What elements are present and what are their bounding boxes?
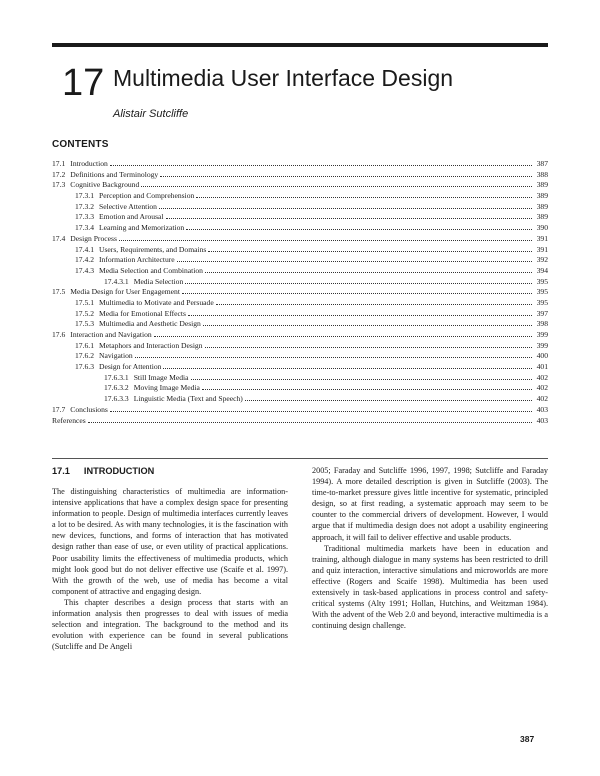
toc-entry-title: Selective Attention xyxy=(98,201,157,211)
toc-entry xyxy=(52,170,548,181)
toc-entry-number: 17.3.3 xyxy=(75,212,94,222)
toc-entry xyxy=(52,405,548,416)
toc-entry-number: 17.4 xyxy=(52,233,66,243)
chapter-author: Alistair Sutcliffe xyxy=(113,108,189,120)
toc-entry xyxy=(52,383,548,394)
toc-dot-leader xyxy=(216,303,532,305)
toc-entry-page: 400 xyxy=(536,351,548,361)
toc-entry xyxy=(52,394,548,405)
toc-entry-title: Linguistic Media (Text and Speech) xyxy=(133,394,243,404)
body-column-right xyxy=(312,465,548,631)
toc-entry-number: 17.5.2 xyxy=(75,308,94,318)
toc-entry-title: Users, Requirements, and Domains xyxy=(98,244,207,254)
chapter-number: 17 xyxy=(62,62,105,104)
toc-entry-title: Still Image Media xyxy=(133,372,189,382)
toc-entry xyxy=(52,266,548,277)
toc-dot-leader xyxy=(166,217,532,219)
toc-entry xyxy=(52,362,548,373)
toc-entry-number: 17.3.1 xyxy=(75,191,94,201)
toc-dot-leader xyxy=(191,378,532,380)
toc-entry-page: 399 xyxy=(536,340,548,350)
toc-dot-leader xyxy=(110,164,532,166)
toc-entry-page: 391 xyxy=(536,244,548,254)
toc-entry-page: 394 xyxy=(536,265,548,275)
toc-entry-page: 389 xyxy=(536,212,548,222)
toc-entry-page: 390 xyxy=(536,223,548,233)
toc-dot-leader xyxy=(182,292,532,294)
toc-entry xyxy=(52,212,548,223)
toc-entry xyxy=(52,191,548,202)
toc-entry-page: 395 xyxy=(536,297,548,307)
toc-entry-title: Design Process xyxy=(70,233,117,243)
toc-entry-title: Learning and Memorization xyxy=(98,223,185,233)
toc-entry-number: 17.4.3.1 xyxy=(104,276,129,286)
toc-entry-title: Definitions and Terminology xyxy=(70,169,159,179)
toc-entry-page: 403 xyxy=(536,415,548,425)
chapter-title: Multimedia User Interface Design xyxy=(113,65,454,91)
toc-entry xyxy=(52,309,548,320)
toc-entry-number: 17.6 xyxy=(52,330,66,339)
toc-entry-number: 17.6.3.2 xyxy=(104,383,129,393)
toc-dot-leader xyxy=(188,314,532,316)
toc-entry-title: Information Architecture xyxy=(98,255,175,265)
toc-entry-page: 389 xyxy=(536,191,548,201)
toc-entry-page: 387 xyxy=(536,159,548,168)
toc-entry-title: Metaphors and Interaction Design xyxy=(98,340,203,350)
toc-dot-leader xyxy=(186,228,532,230)
toc-entry-number: 17.5.1 xyxy=(75,297,94,307)
paragraph: Traditional multimedia markets have been in education and training, although dialogue in many systems has been restricted to drill and quiz interaction, interactive simulations and microworlds are more effective (Rogers and Scaife 1998). Multimedia has been used extensively in task-based applications in process control and safety-critical systems (Alty 1991; Hollan, Hutchins, and Weitzman 1984). With the advent of the Web 2.0 and beyond, interactive multimedia is a continuing design challenge. xyxy=(312,543,548,631)
toc-entry-title: References xyxy=(52,415,86,425)
toc-entry-title: Perception and Comprehension xyxy=(98,191,195,201)
toc-entry-title: Media for Emotional Effects xyxy=(98,308,186,318)
toc-entry-title: Moving Image Media xyxy=(133,383,200,393)
toc-dot-leader xyxy=(205,346,532,348)
toc-entry-page: 402 xyxy=(536,394,548,404)
section-title: INTRODUCTION xyxy=(83,466,155,476)
toc-entry-title: Cognitive Background xyxy=(70,180,140,190)
toc-entry-title: Navigation xyxy=(98,351,133,361)
toc-entry-number: 17.4.1 xyxy=(75,244,94,254)
toc-dot-leader xyxy=(110,410,532,412)
toc-entry xyxy=(52,330,548,341)
toc-entry xyxy=(52,234,548,245)
toc-entry xyxy=(52,159,548,170)
toc-entry xyxy=(52,341,548,352)
toc-dot-leader xyxy=(88,421,532,423)
toc-entry-number: 17.6.3.3 xyxy=(104,394,129,404)
toc-dot-leader xyxy=(203,324,532,326)
toc-entry-number: 17.6.3 xyxy=(75,362,94,372)
toc-entry-number: 17.2 xyxy=(52,169,66,179)
toc-entry-title: Introduction xyxy=(70,159,108,168)
toc-entry-page: 399 xyxy=(536,330,548,339)
toc-entry-page: 388 xyxy=(536,169,548,179)
toc-entry-page: 401 xyxy=(536,362,548,372)
toc-entry-page: 398 xyxy=(536,319,548,329)
toc-entry xyxy=(52,373,548,384)
toc-entry-number: 17.6.2 xyxy=(75,351,94,361)
toc-entry xyxy=(52,351,548,362)
toc-entry-page: 392 xyxy=(536,255,548,265)
toc-dot-leader xyxy=(119,239,532,241)
toc-entry-title: Media Selection xyxy=(133,276,184,286)
contents-heading: CONTENTS xyxy=(52,139,109,150)
toc-entry-title: Media Design for User Engagement xyxy=(70,287,180,297)
toc-dot-leader xyxy=(141,185,532,187)
toc-entry xyxy=(52,319,548,330)
toc-entry-title: Emotion and Arousal xyxy=(98,212,164,222)
toc-entry-number: 17.1 xyxy=(52,159,66,168)
toc-entry-number: 17.6.1 xyxy=(75,340,94,350)
toc-entry xyxy=(52,255,548,266)
toc-dot-leader xyxy=(245,399,532,401)
toc-entry-page: 397 xyxy=(536,308,548,318)
toc-entry-title: Conclusions xyxy=(70,404,108,414)
toc-entry-title: Interaction and Navigation xyxy=(70,330,152,339)
section-heading xyxy=(52,465,288,477)
toc-dot-leader xyxy=(163,367,532,369)
toc-dot-leader xyxy=(159,207,532,209)
toc-entry-page: 389 xyxy=(536,201,548,211)
toc-entry-page: 389 xyxy=(536,180,548,190)
toc-entry xyxy=(52,298,548,309)
table-of-contents xyxy=(52,159,548,426)
toc-entry-title: Multimedia to Motivate and Persuade xyxy=(98,297,214,307)
paragraph: This chapter describes a design process that starts with an information analysis then progresses to deal with issues of media selection and integration. The background to the method and its evolution with experience can be found in several publications (Sutcliffe and De Angeli xyxy=(52,597,288,652)
toc-entry-number: 17.7 xyxy=(52,404,66,414)
toc-dot-leader xyxy=(196,196,532,198)
toc-entry xyxy=(52,223,548,234)
toc-entry-number: 17.5.3 xyxy=(75,319,94,329)
toc-entry-page: 403 xyxy=(536,404,548,414)
toc-entry-number: 17.6.3.1 xyxy=(104,372,129,382)
toc-entry-number: 17.5 xyxy=(52,287,66,297)
toc-entry-title: Media Selection and Combination xyxy=(98,265,203,275)
page-number: 387 xyxy=(520,734,535,744)
toc-dot-leader xyxy=(208,250,532,252)
toc-entry-title: Design for Attention xyxy=(98,362,162,372)
toc-entry-page: 402 xyxy=(536,383,548,393)
paragraph: 2005; Faraday and Sutcliffe 1996, 1997, 1998; Sutcliffe and Faraday 1994). A more detailed description is given in Sutcliffe (2003). The time-to-market pressure gives little incentive for systematic, principled design, so at first reading, a systematic approach may seem to be counter to the commercial drivers of development. However, I would argue that if multimedia design does not adopt a usability engineering approach, it will fail to deliver effective and usable products. xyxy=(312,466,548,542)
toc-entry xyxy=(52,180,548,191)
toc-dot-leader xyxy=(154,335,532,337)
chapter-top-rule xyxy=(52,43,548,47)
section-number: 17.1 xyxy=(52,466,70,476)
toc-dot-leader xyxy=(185,282,532,284)
toc-entry-number: 17.3 xyxy=(52,180,66,190)
toc-entry-number: 17.3.4 xyxy=(75,223,94,233)
toc-entry xyxy=(52,416,548,427)
toc-dot-leader xyxy=(160,175,532,177)
toc-dot-leader xyxy=(205,271,532,273)
toc-entry-number: 17.4.2 xyxy=(75,255,94,265)
toc-entry-title: Multimedia and Aesthetic Design xyxy=(98,319,201,329)
toc-entry-page: 391 xyxy=(536,233,548,243)
toc-entry xyxy=(52,287,548,298)
toc-entry xyxy=(52,245,548,256)
toc-dot-leader xyxy=(177,260,532,262)
toc-entry xyxy=(52,202,548,213)
toc-dot-leader xyxy=(135,356,532,358)
toc-entry-number: 17.3.2 xyxy=(75,201,94,211)
toc-entry xyxy=(52,277,548,288)
toc-entry-number: 17.4.3 xyxy=(75,265,94,275)
toc-entry-page: 395 xyxy=(536,287,548,297)
toc-entry-page: 395 xyxy=(536,276,548,286)
toc-separator xyxy=(52,458,548,459)
paragraph: The distinguishing characteristics of multimedia are information-intensive applications that have a complex design space for presenting information to people. Design of multimedia interfaces currently leaves a lot to be desired. As with many technologies, it is the fascination with new devices, functions, and forms of interaction that has motivated design rather than ease of use, or even utility of practical applications. Poor usability limits the effectiveness of multimedia products, which might look good but do not deliver effective use (Scaife et al. 1997). With the growth of the web, use of media has become a vital component of attractive and engaging design. xyxy=(52,487,288,596)
toc-dot-leader xyxy=(202,388,532,390)
toc-entry-page: 402 xyxy=(536,372,548,382)
body-column-left xyxy=(52,465,288,652)
